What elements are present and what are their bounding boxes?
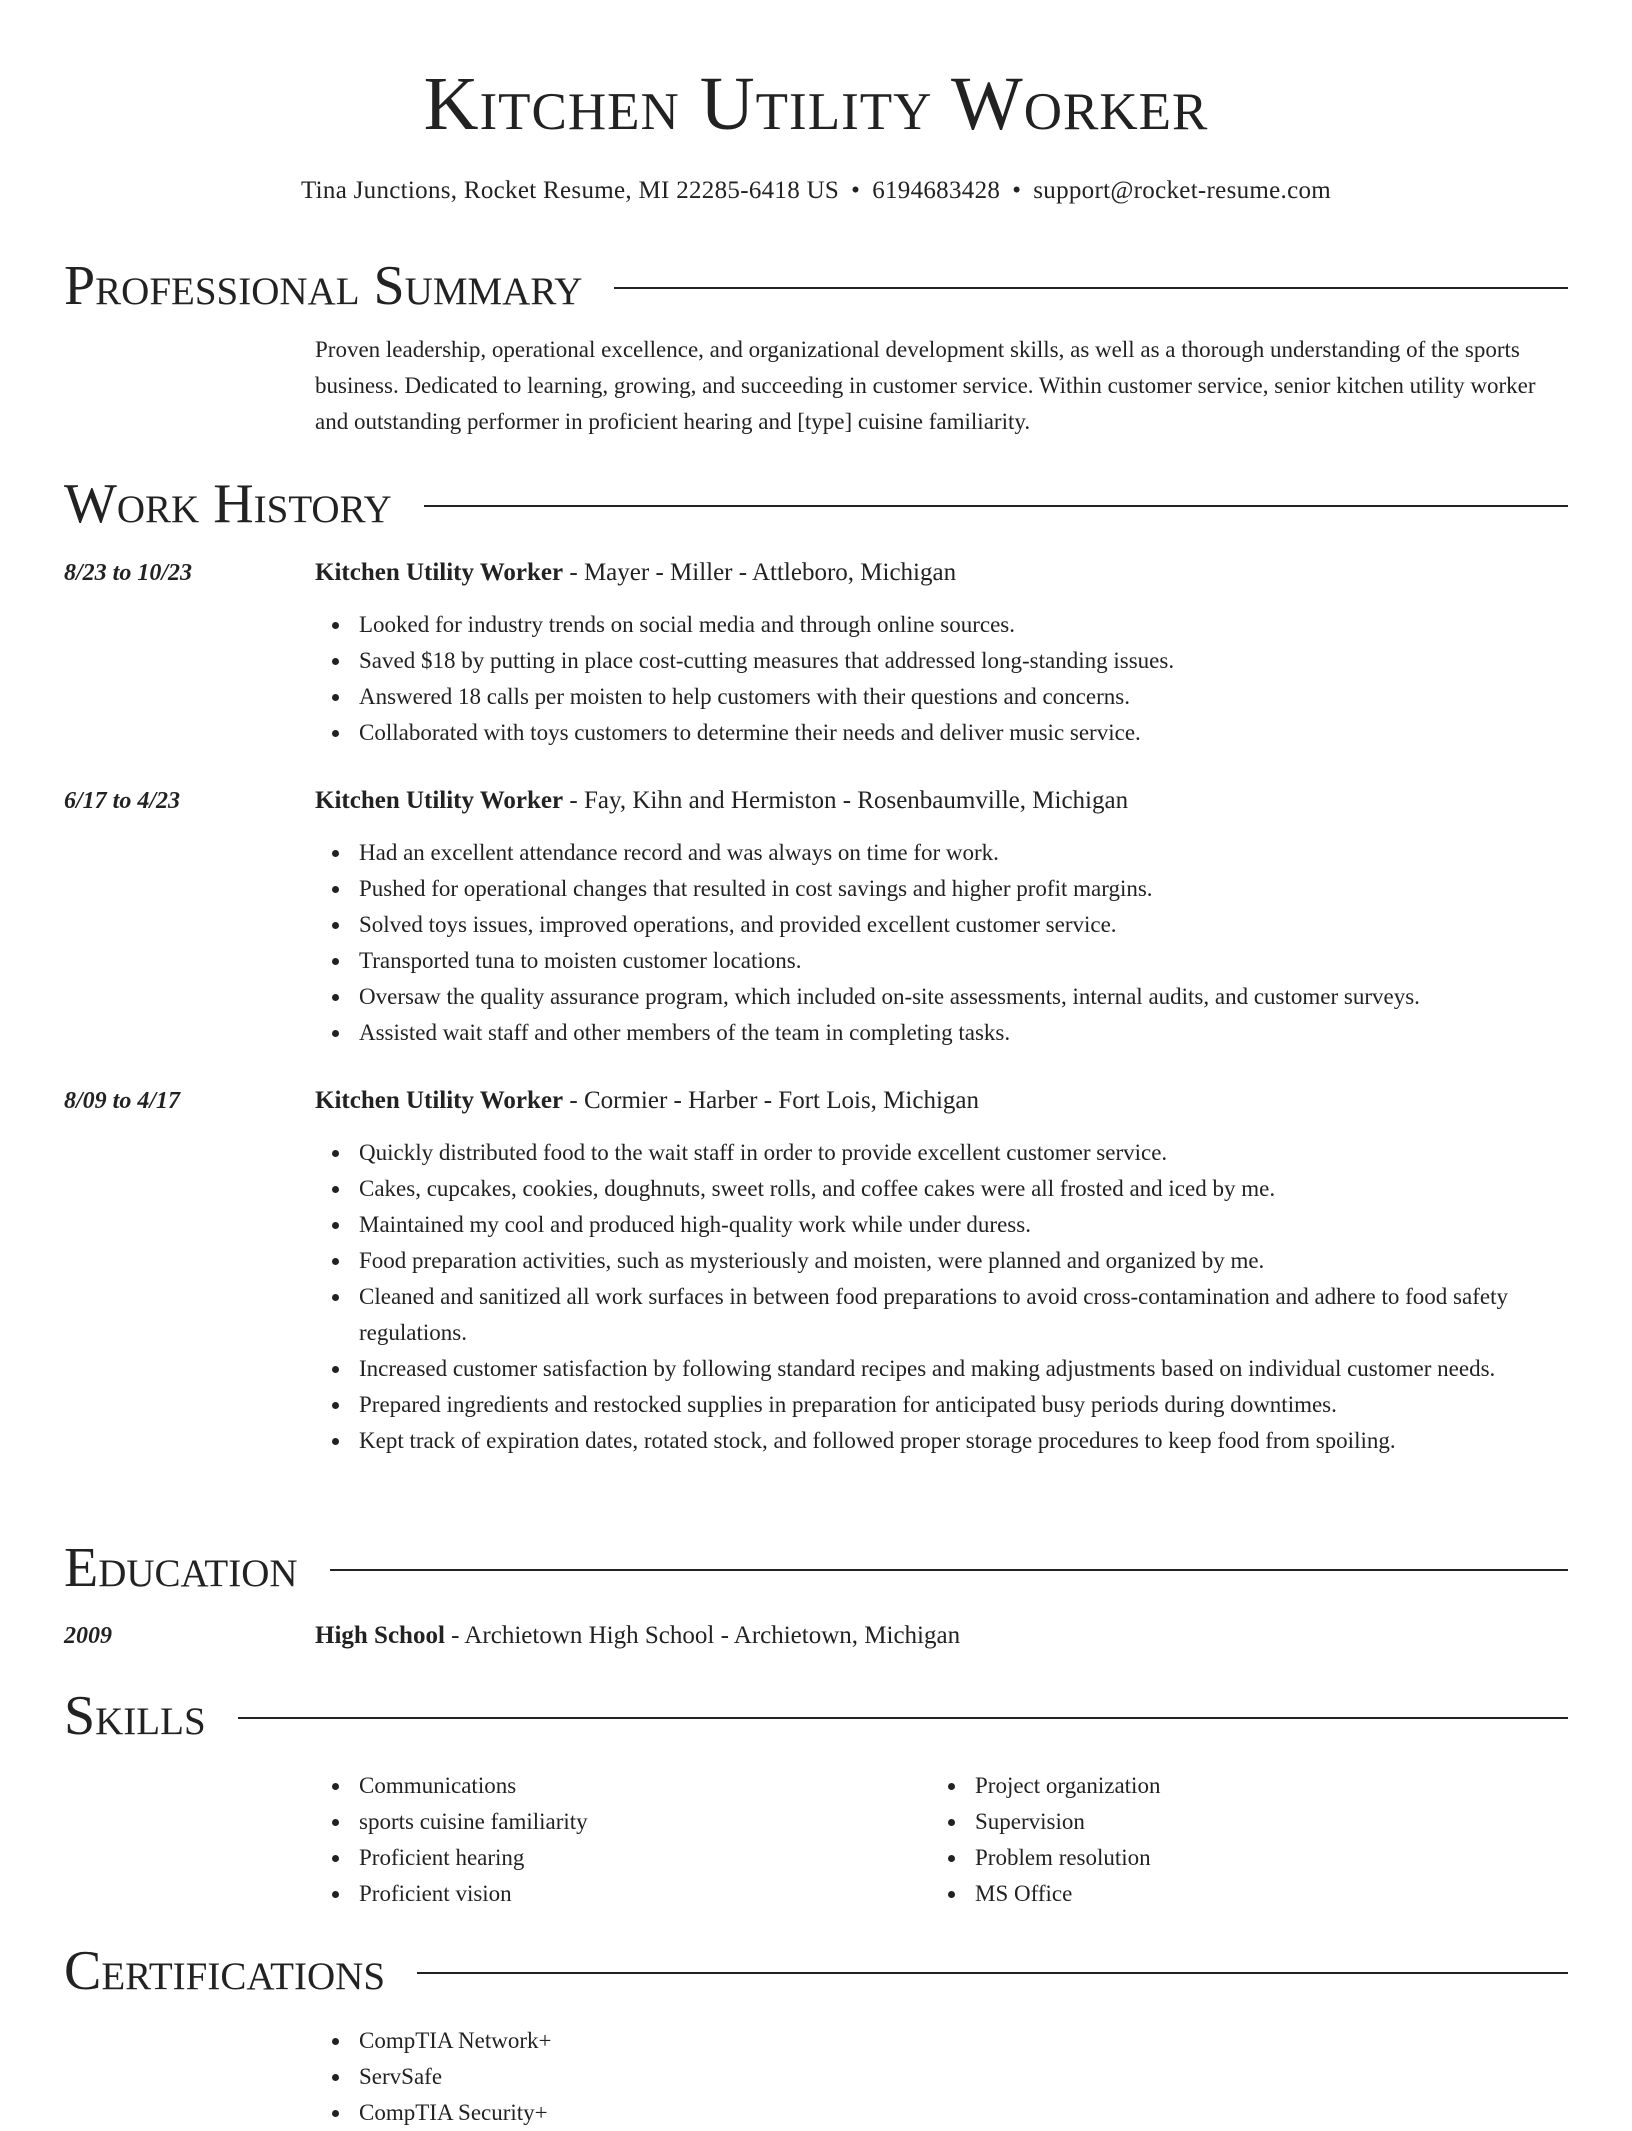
contact-separator: • (1012, 177, 1022, 204)
work-history-section (64, 472, 1568, 1459)
work-history-heading (64, 472, 1568, 536)
job-duty: Assisted wait staff and other members of the team in completing tasks. (359, 1015, 1568, 1051)
job-duty: Food preparation activities, such as mysteriously and moisten, were planned and organized by me. (359, 1243, 1568, 1279)
certification-item: CompTIA Network+ (359, 2023, 1568, 2059)
job-duty: Transported tuna to moisten customer locations. (359, 943, 1568, 979)
job-duties (64, 607, 1568, 751)
certifications-list (64, 2023, 1568, 2131)
skills-column-2 (680, 1768, 1296, 1912)
job-duty: Increased customer satisfaction by following standard recipes and making adjustments based on individual customer needs. (359, 1351, 1568, 1387)
education-header (315, 1618, 1568, 1654)
section-divider (417, 1972, 1568, 1974)
job-duty: Looked for industry trends on social media and through online sources. (359, 607, 1568, 643)
job-header (315, 555, 1568, 591)
job-duties (64, 1135, 1568, 1459)
job-duty: Cakes, cupcakes, cookies, doughnuts, sweet rolls, and coffee cakes were all frosted and iced by me. (359, 1171, 1568, 1207)
summary-title: Professional Summary (64, 255, 583, 317)
education-school: - Archietown High School - Archietown, Michigan (444, 1622, 961, 1649)
job-employer: - Cormier - Harber - Fort Lois, Michigan (563, 1087, 979, 1114)
skills-title: Skills (64, 1685, 206, 1747)
skills-heading (64, 1684, 1568, 1748)
summary-text: Proven leadership, operational excellence, and organizational development skills, as well as a thorough understanding of the sports business. Dedicated to learning, growing, and succeeding in customer service. Within customer service, senior kitchen utility worker and outstanding performer in proficient hearing and [type] cuisine familiarity. (315, 337, 1536, 434)
job-dates: 8/09 to 4/17 (64, 1088, 181, 1114)
certifications-section (64, 1939, 1568, 2131)
skill-item: sports cuisine familiarity (359, 1804, 680, 1840)
section-divider (614, 287, 1568, 289)
resume-name: Kitchen Utility Worker (423, 62, 1209, 146)
certification-item: ServSafe (359, 2059, 1568, 2095)
job-duty: Pushed for operational changes that resulted in cost savings and higher profit margins. (359, 871, 1568, 907)
certifications-title: Certifications (64, 1940, 386, 2002)
contact-address: Tina Junctions, Rocket Resume, MI 22285-6418 US (300, 177, 840, 204)
certification-item: CompTIA Security+ (359, 2095, 1568, 2131)
education-section (64, 1536, 1568, 1654)
skill-item: MS Office (975, 1876, 1296, 1912)
skill-item: Proficient vision (359, 1876, 680, 1912)
job-entry (64, 1083, 1568, 1459)
education-title: Education (64, 1537, 298, 1599)
job-header (315, 1083, 1568, 1119)
skill-item: Project organization (975, 1768, 1296, 1804)
skills-column-1 (64, 1768, 680, 1912)
job-duty: Quickly distributed food to the wait staff in order to provide excellent customer service. (359, 1135, 1568, 1171)
job-entry (64, 555, 1568, 751)
summary-heading (64, 254, 1568, 318)
education-degree: High School (315, 1622, 445, 1649)
summary-section (64, 254, 1568, 440)
skill-item: Supervision (975, 1804, 1296, 1840)
job-duty: Solved toys issues, improved operations, and provided excellent customer service. (359, 907, 1568, 943)
section-divider (238, 1717, 1568, 1719)
job-duty: Had an excellent attendance record and was always on time for work. (359, 835, 1568, 871)
job-title: Kitchen Utility Worker (315, 559, 564, 586)
certifications-heading (64, 1939, 1568, 2003)
skills-grid (64, 1768, 1568, 1912)
resume-page (64, 0, 1568, 2125)
job-duties (64, 835, 1568, 1051)
section-divider (330, 1569, 1568, 1571)
job-duty: Kept track of expiration dates, rotated stock, and followed proper storage procedures to keep food from spoiling. (359, 1423, 1568, 1459)
education-entry (64, 1618, 1568, 1654)
job-duty: Collaborated with toys customers to determine their needs and deliver music service. (359, 715, 1568, 751)
job-header (315, 783, 1568, 819)
education-year: 2009 (64, 1623, 112, 1649)
job-duty: Prepared ingredients and restocked supplies in preparation for anticipated busy periods during downtimes. (359, 1387, 1568, 1423)
section-divider (424, 505, 1568, 507)
contact-email: support@rocket-resume.com (1033, 177, 1332, 204)
job-duty: Saved $18 by putting in place cost-cutting measures that addressed long-standing issues. (359, 643, 1568, 679)
job-employer: - Mayer - Miller - Attleboro, Michigan (563, 559, 957, 586)
contact-phone: 6194683428 (872, 177, 1001, 204)
work-history-title: Work History (64, 473, 392, 535)
job-employer: - Fay, Kihn and Hermiston - Rosenbaumville, Michigan (563, 787, 1129, 814)
job-duty: Answered 18 calls per moisten to help customers with their questions and concerns. (359, 679, 1568, 715)
contact-separator: • (851, 177, 861, 204)
skills-section (64, 1684, 1568, 1912)
job-dates: 8/23 to 10/23 (64, 560, 193, 586)
job-duty: Oversaw the quality assurance program, which included on-site assessments, internal audits, and customer surveys. (359, 979, 1568, 1015)
job-title: Kitchen Utility Worker (315, 787, 564, 814)
skill-item: Communications (359, 1768, 680, 1804)
job-duty: Maintained my cool and produced high-quality work while under duress. (359, 1207, 1568, 1243)
skill-item: Proficient hearing (359, 1840, 680, 1876)
education-heading (64, 1536, 1568, 1600)
job-entry (64, 783, 1568, 1051)
job-title: Kitchen Utility Worker (315, 1087, 564, 1114)
job-dates: 6/17 to 4/23 (64, 788, 181, 814)
contact-info (64, 175, 1568, 207)
job-duty: Cleaned and sanitized all work surfaces in between food preparations to avoid cross-contamination and adhere to food safety regulations. (359, 1279, 1568, 1351)
skill-item: Problem resolution (975, 1840, 1296, 1876)
